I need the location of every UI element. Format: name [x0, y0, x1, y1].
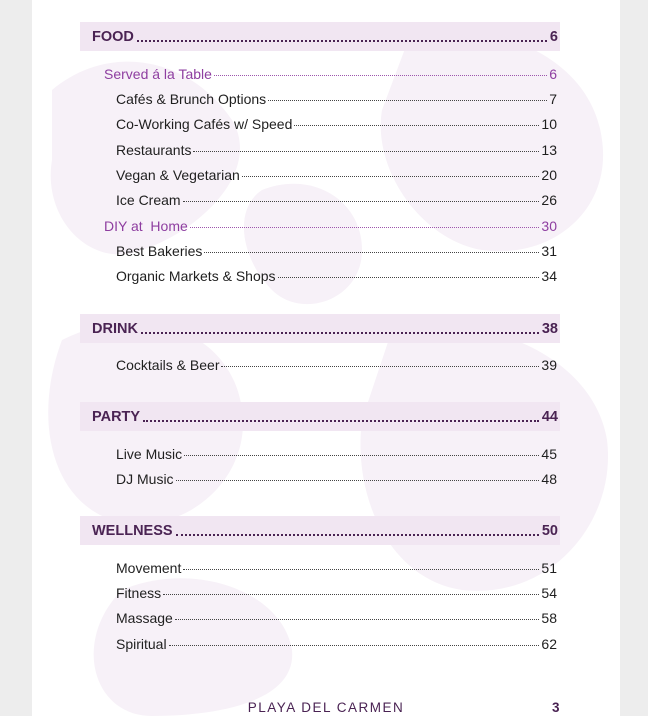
section-page-number: 44 [541, 408, 558, 425]
section-label: DRINK [92, 320, 138, 337]
dot-leader [176, 534, 539, 536]
entry-label: Restaurants [116, 142, 192, 158]
entry-page-number: 26 [541, 192, 557, 208]
toc-section-food[interactable] [80, 22, 560, 51]
footer-title: PLAYA DEL CARMEN [247, 700, 405, 715]
entry-label: DJ Music [116, 471, 174, 487]
entry-label: Live Music [116, 446, 183, 462]
dot-leader [242, 176, 540, 177]
toc-section-party[interactable] [80, 402, 560, 431]
document-page [32, 0, 620, 716]
entry-page-number: 58 [541, 610, 557, 626]
dot-leader [175, 619, 540, 620]
toc-entry-live-music[interactable] [116, 446, 557, 462]
entry-label: DIY at Home [104, 218, 188, 234]
toc-entry-cafes-brunch[interactable] [116, 91, 557, 107]
toc-entry-organic-markets[interactable] [116, 268, 557, 284]
dot-leader [143, 420, 539, 422]
toc-entry-cocktails-beer[interactable] [116, 357, 557, 373]
dot-leader [169, 645, 540, 646]
toc-entry-fitness[interactable] [116, 585, 557, 601]
section-page-number: 50 [541, 522, 558, 539]
toc-section-drink[interactable] [80, 314, 560, 343]
entry-label: Cafés & Brunch Options [116, 91, 267, 107]
entry-page-number: 10 [541, 116, 557, 132]
dot-leader [137, 40, 547, 42]
dot-leader [163, 594, 539, 595]
dot-leader [278, 277, 540, 278]
entry-page-number: 31 [541, 243, 557, 259]
entry-label: Ice Cream [116, 192, 181, 208]
entry-page-number: 30 [541, 218, 557, 234]
section-label: FOOD [92, 28, 134, 45]
toc-entry-dj-music[interactable] [116, 471, 557, 487]
toc-subsection-diy-at-home[interactable] [104, 218, 557, 234]
dot-leader [204, 252, 539, 253]
entry-page-number: 34 [541, 268, 557, 284]
entry-page-number: 45 [541, 446, 557, 462]
toc-entry-restaurants[interactable] [116, 142, 557, 158]
toc-entry-ice-cream[interactable] [116, 192, 557, 208]
dot-leader [268, 100, 547, 101]
dot-leader [184, 455, 539, 456]
toc-entry-movement[interactable] [116, 560, 557, 576]
toc-entry-coworking-cafes[interactable] [116, 116, 557, 132]
section-page-number: 38 [541, 320, 558, 337]
entry-label: Vegan & Vegetarian [116, 167, 240, 183]
entry-label: Organic Markets & Shops [116, 268, 276, 284]
dot-leader [176, 480, 540, 481]
entry-label: Best Bakeries [116, 243, 203, 259]
section-label: WELLNESS [92, 522, 173, 539]
toc-section-wellness[interactable] [80, 516, 560, 545]
entry-label: Movement [116, 560, 182, 576]
section-label: PARTY [92, 408, 141, 425]
dot-leader [190, 227, 540, 228]
entry-label: Spiritual [116, 636, 167, 652]
section-page-number: 6 [549, 28, 558, 45]
toc-entry-vegan-vegetarian[interactable] [116, 167, 557, 183]
toc-entry-spiritual[interactable] [116, 636, 557, 652]
entry-page-number: 6 [549, 66, 557, 82]
entry-label: Cocktails & Beer [116, 357, 220, 373]
toc-entry-massage[interactable] [116, 610, 557, 626]
dot-leader [214, 75, 547, 76]
dot-leader [193, 151, 539, 152]
entry-page-number: 62 [541, 636, 557, 652]
toc-subsection-served-a-la-table[interactable] [104, 66, 557, 82]
dot-leader [183, 569, 539, 570]
dot-leader [141, 332, 539, 334]
entry-label: Co-Working Cafés w/ Speed [116, 116, 293, 132]
entry-label: Served á la Table [104, 66, 212, 82]
entry-page-number: 51 [541, 560, 557, 576]
dot-leader [183, 201, 540, 202]
entry-page-number: 48 [541, 471, 557, 487]
entry-page-number: 54 [541, 585, 557, 601]
toc-entry-best-bakeries[interactable] [116, 243, 557, 259]
dot-leader [294, 125, 539, 126]
entry-page-number: 7 [549, 91, 557, 107]
entry-label: Massage [116, 610, 173, 626]
entry-page-number: 39 [541, 357, 557, 373]
dot-leader [221, 366, 539, 367]
entry-page-number: 20 [541, 167, 557, 183]
footer-page-number: 3 [552, 700, 560, 715]
entry-label: Fitness [116, 585, 162, 601]
entry-page-number: 13 [541, 142, 557, 158]
